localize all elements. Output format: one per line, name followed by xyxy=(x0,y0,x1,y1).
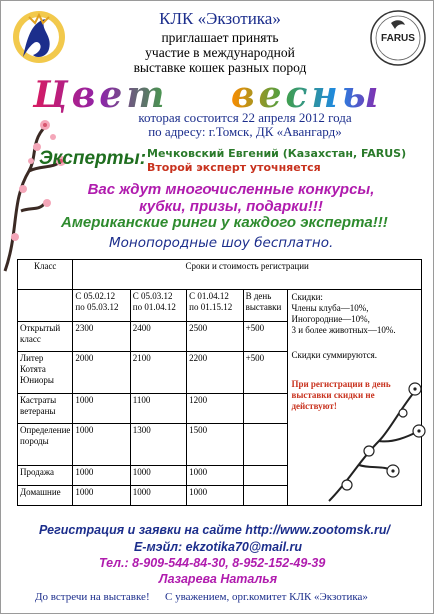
footer-phone: Тел.: 8-909-544-84-30, 8-952-152-49-39 xyxy=(99,556,326,570)
mono-show-text: Монопородные шоу бесплатно. xyxy=(109,235,334,251)
table-row: Литер Котята Юниоры 2000 2100 2200 +500 xyxy=(18,352,422,394)
discount-title: Скидки: xyxy=(291,292,323,302)
footer-contact-name: Лазарева Наталья xyxy=(158,572,278,586)
table-row: Домашние 1000 1000 1000 xyxy=(18,486,422,506)
footer-email: E-мэйл: ekzotika70@mail.ru xyxy=(133,540,303,554)
date-line-1: которая состоится 22 апреля 2012 года xyxy=(138,110,352,125)
farus-logo-text: FARUS xyxy=(381,33,415,44)
invite-line-1: приглашает принять xyxy=(161,30,279,45)
table-periods-row xyxy=(18,290,422,322)
title-word-right: весны xyxy=(231,74,383,115)
period-3: С 01.04.12 по 01.15.12 xyxy=(187,290,243,322)
footer-registration: Регистрация и заявки на сайте http://www.zootomsk.ru/ xyxy=(39,523,390,537)
invite-line-2: участие в международной xyxy=(145,45,295,60)
header-class: Класс xyxy=(18,260,73,290)
date-line-2: по адресу: г.Томск, ДК «Авангард» xyxy=(148,124,342,139)
rings-text: Американские ринги у каждого эксперта!!! xyxy=(61,214,388,231)
expert-1: Мечковский Евгений (Казахстан, FARUS) xyxy=(147,147,407,160)
contests-line-2: кубки, призы, подарки!!! xyxy=(139,198,323,215)
table-row: Определение породы 1000 1300 1500 xyxy=(18,424,422,466)
discount-three: 3 и более животных—10%. xyxy=(291,325,396,335)
discount-warning: При регистрации в день выставки скидки не действуют! xyxy=(291,379,391,411)
table-row: Открытый класс 2300 2400 2500 +500 xyxy=(18,322,422,352)
discount-members: Члены клуба—10%, xyxy=(291,303,369,313)
footer-farewell: До встречи на выставке! xyxy=(35,591,150,603)
club-logo-icon xyxy=(9,9,69,65)
expert-2: Второй эксперт уточняется xyxy=(147,161,321,174)
table-row: Кастраты ветераны 1000 1100 1200 xyxy=(18,394,422,424)
invite-line-3: выставке кошек разных пород xyxy=(133,60,307,75)
period-1: С 05.02.12 по 05.03.12 xyxy=(73,290,130,322)
discount-nonlocal: Иногородние—10%, xyxy=(291,314,370,324)
period-4: В день выставки xyxy=(243,290,288,322)
event-title xyxy=(21,73,421,113)
footer-signature: С уважением, орг.комитет КЛК «Экзотика» xyxy=(165,591,368,603)
table-header-row xyxy=(18,260,422,290)
sakura-branch-icon xyxy=(1,61,81,281)
discount-sum: Скидки суммируются. xyxy=(291,350,378,360)
contests-line-1: Вас ждут многочисленные конкурсы, xyxy=(87,181,375,198)
period-2: С 05.03.12 по 01.04.12 xyxy=(130,290,186,322)
contests-text xyxy=(81,181,381,215)
club-name: КЛК «Экзотика» xyxy=(159,9,281,28)
header-terms: Сроки и стоимость регистрации xyxy=(73,260,422,290)
sakura-flowers-icon xyxy=(319,361,431,511)
experts-label: Эксперты: xyxy=(39,148,147,169)
title-gradient xyxy=(21,73,421,115)
event-date xyxy=(105,111,385,139)
title-word-left: Цвет xyxy=(33,74,169,115)
table-row: Продажа 1000 1000 1000 xyxy=(18,466,422,486)
